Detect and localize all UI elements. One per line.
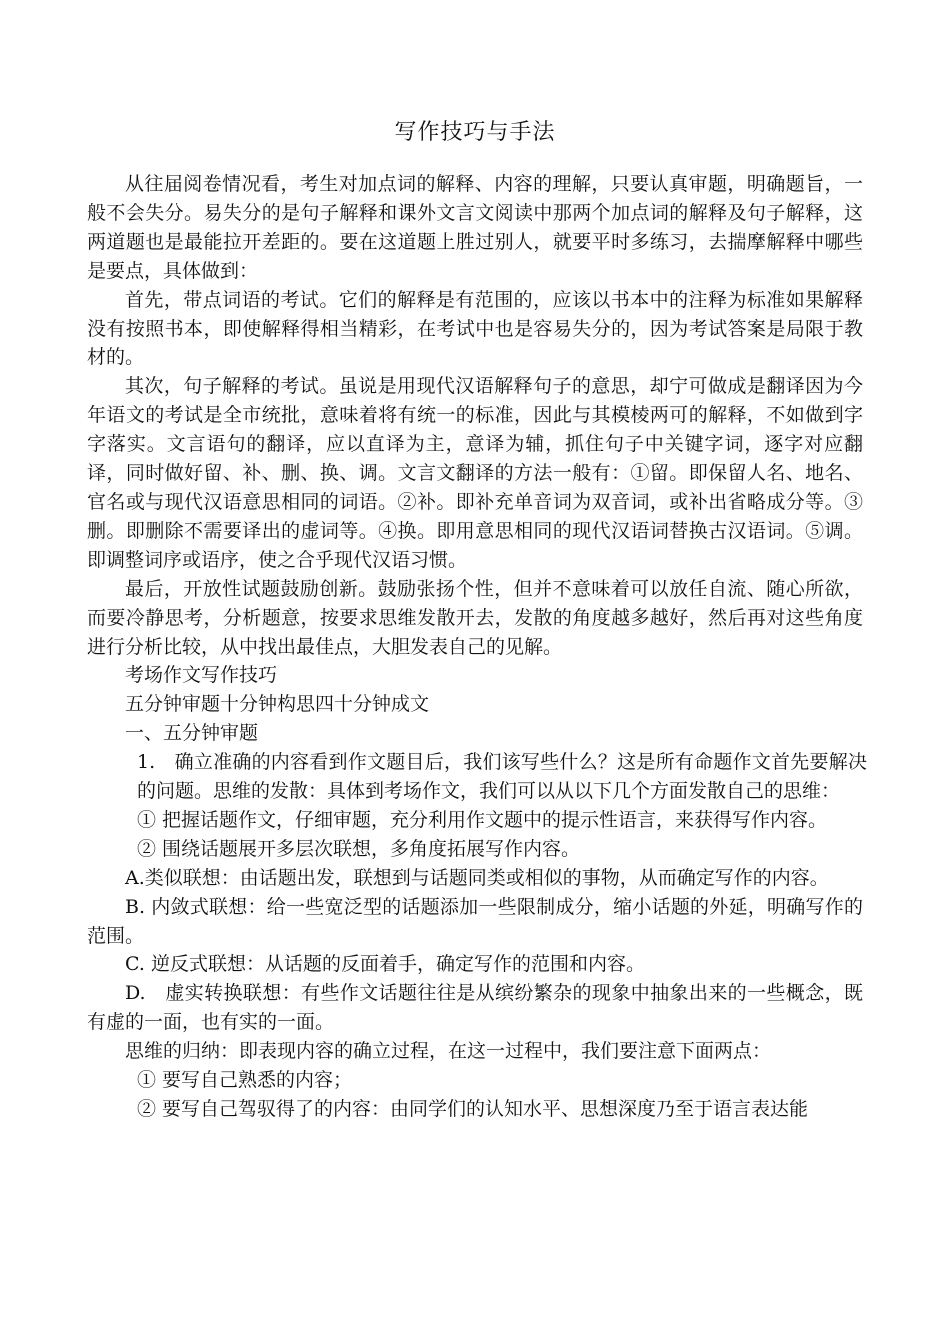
list-item-circle-1: ① 把握话题作文，仔细审题，充分利用作文题中的提示性语言，来获得写作内容。 [137,808,828,831]
list-item-circle-3: ① 要写自己熟悉的内容； [137,1069,353,1092]
paragraph-first: 首先，带点词语的考试。它们的解释是有范围的，应该以书本中的注释为标准如果解释没有按照书本，即使解释得相当精彩，在考试中也是容易失分的，因为考试答案是局限于教材的。 [87,288,863,369]
paragraph-last: 最后，开放性试题鼓励创新。鼓励张扬个性，但并不意味着可以放任自流、随心所欲，而要冷静思考，分析题意，按要求思维发散开去，发散的角度越多越好，然后再对这些角度进行分析比较，从中找出最佳点，大胆发表自己的见解。 [87,577,863,658]
list-item-b: B. 内敛式联想：给一些宽泛型的话题添加一些限制成分，缩小话题的外延，明确写作的范围。 [87,895,863,947]
paragraph-second: 其次，句子解释的考试。虽说是用现代汉语解释句子的意思，却宁可做成是翻译因为今年语文的考试是全市统批，意味着将有统一的标准，因此与其模棱两可的解释，不如做到字字落实。文言语句的翻译，应以直译为主，意译为辅，抓住句子中关键字词，逐字对应翻译，同时做好留、补、删、换、调。文言文翻译的方法一般有：①留。即保留人名、地名、官名或与现代汉语意思相同的词语。②补。即补充单音词为双音词，或补出省略成分等。③删。即删除不需要译出的虚词等。④换。即用意思相同的现代汉语词替换古汉语词。⑤调。即调整词序或语序，使之合乎现代汉语习惯。 [87,375,863,571]
list-item-d: D. 虚实转换联想：有些作文话题往往是从缤纷繁杂的现象中抽象出来的一些概念，既有虚的一面，也有实的一面。 [87,982,863,1034]
paragraph-intro: 从往届阅卷情况看，考生对加点词的解释、内容的理解，只要认真审题，明确题旨，一般不会失分。易失分的是句子解释和课外文言文阅读中那两个加点词的解释及句子解释，这两道题也是最能拉开差距的。要在这道题上胜过别人，就要平时多练习，去揣摩解释中哪些是要点，具体做到： [87,173,863,282]
list-item-circle-4: ② 要写自己驾驭得了的内容：由同学们的认知水平、思想深度乃至于语言表达能 [137,1098,809,1120]
list-item-a: A.类似联想：由话题出发，联想到与话题同类或相似的事物，从而确定写作的内容。 [125,866,829,889]
list-item-c: C. 逆反式联想：从话题的反面着手，确定写作的范围和内容。 [125,953,645,976]
section-heading-five-minutes: 一、五分钟审题 [125,722,259,745]
paragraph-induction: 思维的归纳：即表现内容的确立过程，在这一过程中，我们要注意下面两点： [125,1040,772,1063]
section-subheading-time-plan: 五分钟审题十分钟构思四十分钟成文 [125,693,430,716]
list-item-circle-2: ② 围绕话题展开多层次联想，多角度拓展写作内容。 [137,837,581,860]
document-body [87,170,867,1124]
list-item-1: 1. 确立准确的内容看到作文题目后，我们该写些什么？这是所有命题作文首先要解决的问题。思维的发散：具体到考场作文，我们可以从以下几个方面发散自己的思维： [137,751,867,803]
section-heading-exam-writing: 考场作文写作技巧 [125,664,278,687]
page-title: 写作技巧与手法 [394,120,556,145]
